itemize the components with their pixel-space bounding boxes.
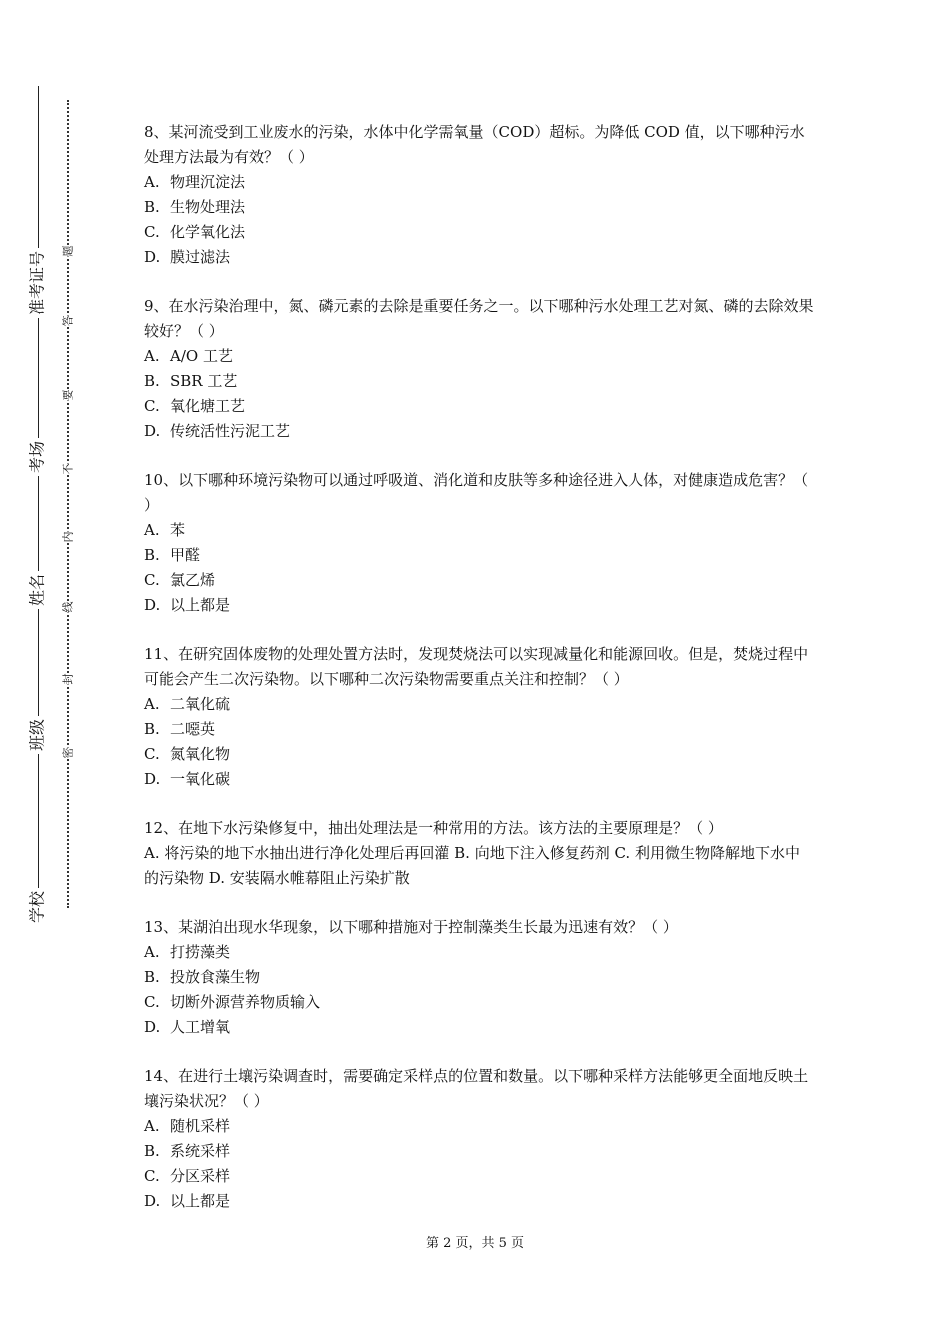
option-b: B. 系统采样: [144, 1142, 231, 1160]
option-d: D. 传统活性污泥工艺: [144, 422, 291, 440]
question-stem: 12、在地下水污染修复中，抽出处理法是一种常用的方法。该方法的主要原理是？（ ）: [144, 819, 723, 837]
option-c: C. 氮氧化物: [144, 745, 231, 763]
field-label-name: 姓名: [16, 545, 56, 635]
seal-char: 题: [58, 240, 78, 260]
option-d: D. 一氧化碳: [144, 770, 231, 788]
question-14: [144, 1064, 814, 1214]
option-c: C. 化学氧化法: [144, 223, 246, 241]
seal-char: 线: [58, 596, 78, 616]
field-label-class: 班级: [16, 690, 56, 780]
option-b: B. 二噁英: [144, 720, 216, 738]
option-b: B. 生物处理法: [144, 198, 246, 216]
question-stem: 9、在水污染治理中，氮、磷元素的去除是重要任务之一。以下哪种污水处理工艺对氮、磷的去除效果较好？（ ）: [144, 297, 814, 340]
question-stem: 14、在进行土壤污染调查时，需要确定采样点的位置和数量。以下哪种采样方法能够更全面地反映土壤污染状况？（ ）: [144, 1067, 809, 1110]
option-a: A. 苯: [144, 521, 186, 539]
seal-char: 密: [58, 742, 78, 762]
option-d: D. 膜过滤法: [144, 248, 231, 266]
question-12: [144, 816, 814, 891]
question-8: [144, 120, 814, 270]
question-13: [144, 915, 814, 1040]
question-stem: 10、以下哪种环境污染物可以通过呼吸道、消化道和皮肤等多种途径进入人体，对健康造成危害？（ ）: [144, 471, 809, 514]
option-a: A. 随机采样: [144, 1117, 231, 1135]
seal-char: 不: [58, 458, 78, 478]
seal-char: 内: [58, 526, 78, 546]
question-10: [144, 468, 814, 618]
option-d: D. 以上都是: [144, 1192, 231, 1210]
option-a: A. A/O 工艺: [144, 347, 233, 365]
option-a: A. 二氧化硫: [144, 695, 231, 713]
option-c: C. 分区采样: [144, 1167, 231, 1185]
option-b: B. 甲醛: [144, 546, 201, 564]
option-c: C. 氯乙烯: [144, 571, 216, 589]
question-11: [144, 642, 814, 792]
question-inline-options: A. 将污染的地下水抽出进行净化处理后再回灌 B. 向地下注入修复药剂 C. 利用微生物降解地下水中的污染物 D. 安装隔水帷幕阻止污染扩散: [144, 844, 800, 887]
binding-dotted-line: [67, 100, 69, 908]
question-stem: 13、某湖泊出现水华现象，以下哪种措施对于控制藻类生长最为迅速有效？（ ）: [144, 918, 678, 936]
question-9: [144, 294, 814, 444]
option-d: D. 以上都是: [144, 596, 231, 614]
field-label-exam-room: 考场: [16, 412, 56, 502]
option-c: C. 氧化塘工艺: [144, 397, 246, 415]
binding-margin: [0, 0, 110, 1344]
option-d: D. 人工增氧: [144, 1018, 231, 1036]
option-a: A. 物理沉淀法: [144, 173, 246, 191]
page-footer: 第 2 页，共 5 页: [425, 1236, 525, 1251]
option-a: A. 打捞藻类: [144, 943, 231, 961]
option-c: C. 切断外源营养物质输入: [144, 993, 321, 1011]
question-stem: 11、在研究固体废物的处理处置方法时，发现焚烧法可以实现减量化和能源回收。但是，焚烧过程中可能会产生二次污染物。以下哪种二次污染物需要重点关注和控制？（ ）: [144, 645, 809, 688]
question-stem: 8、某河流受到工业废水的污染，水体中化学需氧量（COD）超标。为降低 COD 值，以下哪种污水处理方法最为有效？（ ）: [144, 123, 805, 166]
question-list: [144, 120, 814, 1238]
seal-char: 答: [58, 310, 78, 330]
seal-char: 封: [58, 668, 78, 688]
option-b: B. 投放食藻生物: [144, 968, 261, 986]
seal-char: 要: [58, 384, 78, 404]
binding-solid-line: [38, 86, 39, 918]
field-label-school: 学校: [16, 862, 56, 952]
option-b: B. SBR 工艺: [144, 372, 238, 390]
field-label-ticket-number: 准考证号: [16, 238, 56, 328]
